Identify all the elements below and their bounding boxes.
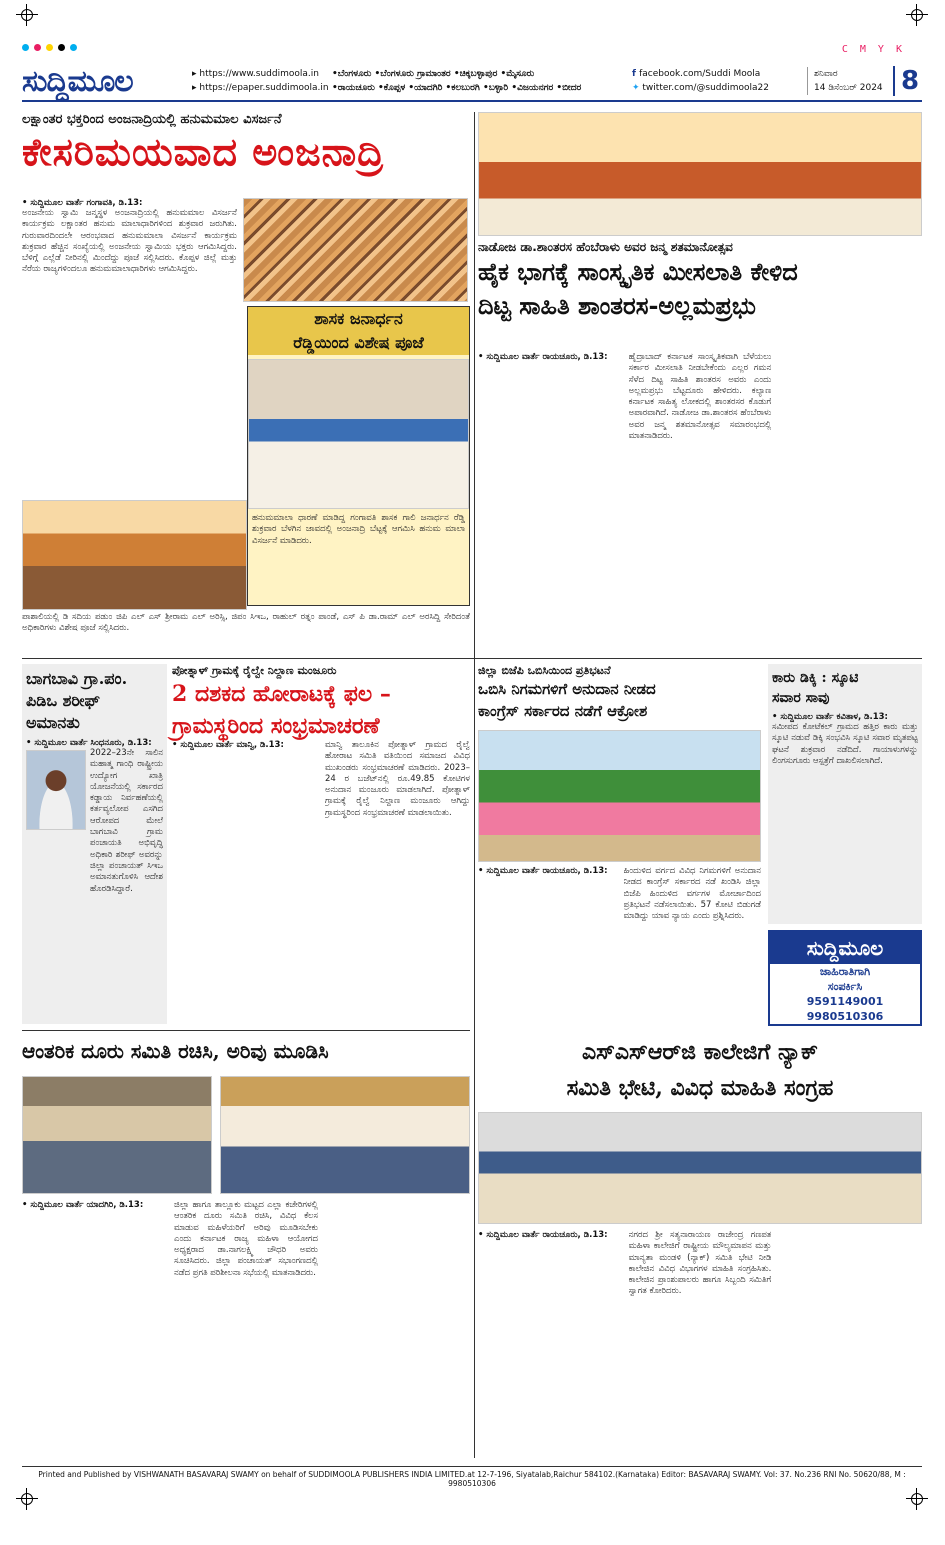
- story-body: ಸಮೀಪದ ಕೋಟೆಕಲ್ ಗ್ರಾಮದ ಹತ್ತಿರ ಕಾರು ಮತ್ತು ಸ್ಕೂಟಿ ನಡುವೆ ಡಿಕ್ಕಿ ಸಂಭವಿಸಿ ಸ್ಕೂಟಿ ಸವಾರ ಮೃತಪಟ್ಟ ಘಟನೆ ಶುಕ್ರವಾರ ನಡೆದಿದೆ. ಗಾಯಾಳುಗಳನ್ನು ಲಿಂಗಸುಗೂರು ಆಸ್ಪತ್ರೆಗೆ ದಾಖಲಿಸಲಾಗಿದೆ.: [772, 722, 918, 766]
- sidebar-body: ಹನುಮಮಾಲಾ ಧಾರಣೆ ಮಾಡಿದ್ದ ಗಂಗಾವತಿ ಶಾಸಕ ಗಾಲಿ ಜನಾರ್ಧನ ರೆಡ್ಡಿ ಶುಕ್ರವಾರ ಬೆಳಗಿನ ಜಾವದಲ್ಲಿ ಅಂಜನಾದ್ರಿ ಬೆಟ್ಟಕ್ಕೆ ಆಗಮಿಸಿ ಹನುಮ ಮಾಲಾ ವಿಸರ್ಜನೆ ಮಾಡಿದರು.: [252, 513, 465, 546]
- story-headline-line-2: ಗ್ರಾಮಸ್ಥರಿಂದ ಸಂಭ್ರಮಾಚರಣೆ: [172, 713, 380, 739]
- story-body: 2022–23ನೇ ಸಾಲಿನ ಮಹಾತ್ಮ ಗಾಂಧಿ ರಾಷ್ಟ್ರೀಯ ಉದ್ಯೋಗ ಖಾತ್ರಿ ಯೋಜನೆಯಲ್ಲಿ ಸರ್ಕಾರದ ಕಡ್ಡಾಯ ನಿರ್ವಹಣೆಯಲ್ಲಿ ಕರ್ತವ್ಯಲೋಪ ಎಸಗಿದ ಆರೋಪದ ಮೇಲೆ ಬಾಗಬಾವಿ ಗ್ರಾಮ ಪಂಚಾಯತಿ ಅಭಿವೃದ್ಧಿ ಅಧಿಕಾರಿ ಶರೀಫ್ ಅವರನ್ನು ಜಿಲ್ಲಾ ಪಂಚಾಯತ್ ಸಿಇಒ ಅಮಾನತುಗೊಳಿಸಿ ಆದೇಶ ಹೊರಡಿಸಿದ್ದಾರೆ.: [90, 748, 163, 894]
- story-complaints-body: [22, 1200, 470, 1458]
- story-anjanadri: [22, 112, 470, 177]
- photo-pdo-portrait: [26, 750, 86, 830]
- globe-icon: ▸: [192, 83, 200, 93]
- story-headline-line-1: ಎಸ್‌ಎಸ್‌ಆರ್‌ಜಿ ಕಾಲೇಜಿಗೆ ನ್ಯಾಕ್: [581, 1039, 819, 1065]
- story-body: ಹಿಂದುಳಿದ ವರ್ಗದ ವಿವಿಧ ನಿಗಮಗಳಿಗೆ ಅನುದಾನ ನೀಡದ ಕಾಂಗ್ರೆಸ್ ಸರ್ಕಾರದ ನಡೆ ಖಂಡಿಸಿ ಜಿಲ್ಲಾ ಬಿಜೆಪಿ ಹಿಂದುಳಿದ ವರ್ಗಗಳ ಮೋರ್ಚಾದಿಂದ ಪ್ರತಿಭಟನೆ ನಡೆಸಲಾಯಿತು. 57 ಕೋಟಿ ಬಿಡುಗಡೆ ಮಾಡಿದ್ದು ಯಾವ ನ್ಯಾಯ ಎಂದು ಪ್ರಶ್ನಿಸಿದರು.: [623, 866, 761, 922]
- sidebar-title-1: ಶಾಸಕ ಜನಾರ್ಧನ: [248, 307, 469, 331]
- story-byline: • ಸುದ್ದಿಮೂಲ ವಾರ್ತೆ ಮಾನ್ವಿ, ಡಿ.13:: [172, 740, 284, 750]
- edition-cities: [332, 67, 632, 95]
- story-headline-line-1: 2 ದಶಕದ ಹೋರಾಟಕ್ಕೆ ಫಲ –: [172, 681, 391, 707]
- photo-naac-team: [478, 1112, 922, 1224]
- newspaper-logo: ಸುದ್ದಿಮೂಲ: [22, 63, 133, 99]
- story-headline-line-2: ಪಿಡಿಒ ಶರೀಫ್: [26, 691, 100, 710]
- epaper-url[interactable]: https://epaper.suddimoola.in: [199, 83, 329, 93]
- sidebar-janardhan-reddy: [247, 306, 470, 606]
- photo-mla-pooja: [248, 359, 469, 509]
- story-headline-line-2: ಸವಾರ ಸಾವು: [772, 690, 830, 706]
- divider: [22, 1030, 470, 1031]
- globe-icon: ▸: [192, 69, 200, 79]
- twitter-link[interactable]: twitter.com/@suddimoola22: [642, 83, 769, 93]
- cmyk-label: C M Y K: [841, 44, 905, 55]
- ad-phone-2[interactable]: 9980510306: [806, 1010, 884, 1023]
- story-headline-line-2: ಕಾಂಗ್ರೆಸ್ ಸರ್ಕಾರದ ನಡೆಗೆ ಆಕ್ರೋಶ: [478, 702, 648, 720]
- story-body: ನಗರದ ಶ್ರೀ ಸತ್ಯನಾರಾಯಣ ರಾಜೇಂದ್ರ ಗಣಪತ ಮಹಿಳಾ ಕಾಲೇಜಿಗೆ ರಾಷ್ಟ್ರೀಯ ಮೌಲ್ಯಮಾಪನ ಮತ್ತು ಮಾನ್ಯತಾ ಮಂಡಳಿ (ನ್ಯಾಕ್) ಸಮಿತಿ ಭೇಟಿ ನೀಡಿ ಕಾಲೇಜಿನ ವಿವಿಧ ವಿಭಾಗಗಳ ಮಾಹಿತಿ ಸಂಗ್ರಹಿಸಿತು. ಕಾಲೇಜಿನ ಪ್ರಾಂಶುಪಾಲರು ಹಾಗೂ ಸಿಬ್ಬಂದಿ ಸಮಿತಿಗೆ ಸ್ವಾಗತ ಕೋರಿದರು.: [628, 1230, 772, 1297]
- divider: [22, 658, 922, 659]
- photo-officials-meeting: [22, 1076, 212, 1194]
- story-headline-line-2: ಸಮಿತಿ ಭೇಟಿ, ವಿವಿಧ ಮಾಹಿತಿ ಸಂಗ್ರಹ: [566, 1075, 834, 1101]
- color-calibration-dots: [22, 44, 77, 51]
- story-byline: • ಸುದ್ದಿಮೂಲ ವಾರ್ತೆ ಕವಿತಾಳ, ಡಿ.13:: [772, 712, 888, 722]
- registration-mark-top-left: [16, 4, 38, 26]
- story-headline-line-2: ದಿಟ್ಟ ಸಾಹಿತಿ ಶಾಂತರಸ-ಅಲ್ಲಮಪ್ರಭು: [478, 291, 756, 320]
- story-headline: ಕೇಸರಿಮಯವಾದ ಅಂಜನಾದ್ರಿ: [22, 129, 385, 174]
- story-body: ಹೈದ್ರಾಬಾದ್ ಕರ್ನಾಟಕ ಸಾಂಸ್ಕೃತಿಕವಾಗಿ ಬೆಳೆಯಲು ಸರ್ಕಾರ ಮೀಸಲಾತಿ ನೀಡಬೇಕೆಂದು ಎಲ್ಲರ ಗಮನ ಸೆಳೆದ ದಿಟ್ಟ ಸಾಹಿತಿ ಶಾಂತರಸ ಅವರು ಎಂದು ಅಲ್ಲಮಪ್ರಭು ಬೆಟ್ಟದೂರು ಹೇಳಿದರು. ಕಲ್ಯಾಣ ಕರ್ನಾಟಕ ಸಾಹಿತ್ಯ ಲೋಕದಲ್ಲಿ ಶಾಂತರಸರ ಕೊಡುಗೆ ಅಪಾರವಾಗಿದೆ. ನಾಡೋಜ ಡಾ.ಶಾಂತರಸ ಹೆಂಬೆರಾಳು ಅವರ ಜನ್ಮ ಶತಮಾನೋತ್ಸವ ಸಮಾರಂಭದಲ್ಲಿ ಮಾತನಾಡಿದರು.: [628, 352, 772, 442]
- issue-date: [807, 67, 887, 95]
- photo-protest-rally: [478, 730, 761, 862]
- story-shantarasa-body: [478, 352, 922, 652]
- photo-offering-ceremony: [22, 500, 247, 610]
- sidebar-title-2: ರೆಡ್ಡಿಯಿಂದ ವಿಶೇಷ ಪೂಜೆ: [248, 331, 469, 355]
- story-headline-line-1: ಹೈಕ ಭಾಗಕ್ಕೆ ಸಾಂಸ್ಕೃತಿಕ ಮೀಸಲಾತಿ ಕೇಳಿದ: [478, 257, 798, 286]
- story-pdo-suspension: [22, 664, 167, 1024]
- facebook-link[interactable]: facebook.com/Suddi Moola: [639, 69, 761, 79]
- story-kicker: ಲಕ್ಷಾಂತರ ಭಕ್ತರಿಂದ ಅಂಜನಾದ್ರಿಯಲ್ಲಿ ಹನುಮಮಾಲ ವಿಸರ್ಜನೆ: [22, 112, 282, 127]
- photo-caption: ಪಾಶಾಲಿಯಲ್ಲಿ ಡಿ ಸದಿಯ ಪಡುಂ ಜಿಪಿ ಎಲ್ ಎಸ್ ಶ್ರೀರಾಮ ಎಲ್ ಅರಿಸ್ಸಿ, ಜಿಪಂ ಸಿಇಒ, ರಾಹುಲ್ ರತ್ನಂ ಪಾಂಡೆ, ಎಸ್ ಪಿ ಡಾ.ರಾಮ್ ಎಲ್ ಅರಸಿದ್ದಿ ಸೇರಿದಂತೆ ಅಧಿಕಾರಿಗಳು ವಿಶೇಷ ಪೂಜೆ ಸಲ್ಲಿಸಿದರು.: [22, 612, 470, 634]
- story-byline: • ಸುದ್ದಿಮೂಲ ವಾರ್ತೆ ರಾಯಚೂರು, ಡಿ.13:: [478, 352, 608, 362]
- story-headline-line-1: ಕಾರು ಡಿಕ್ಕಿ : ಸ್ಕೂಟಿ: [772, 670, 859, 686]
- story-headline: ಆಂತರಿಕ ದೂರು ಸಮಿತಿ ರಚಿಸಿ, ಅರಿವು ಮೂಡಿಸಿ: [22, 1039, 329, 1063]
- story-byline: • ಸುದ್ದಿಮೂಲ ವಾರ್ತೆ ಗಂಗಾವತಿ, ಡಿ.13:: [22, 198, 143, 208]
- social-links: [632, 67, 807, 95]
- column-divider: [474, 112, 475, 1458]
- masthead: [22, 62, 922, 102]
- story-naac-body: [478, 1230, 922, 1458]
- story-kicker: ಪೋತ್ನಾಳ್ ಗ್ರಾಮಕ್ಕೆ ರೈಲ್ವೇ ನಿಲ್ದಾಣ ಮಂಜೂರು: [172, 664, 337, 677]
- story-headline-line-3: ಅಮಾನತು: [26, 713, 80, 732]
- story-byline: • ಸುದ್ದಿಮೂಲ ವಾರ್ತೆ ಯಾದಗಿರಿ, ಡಿ.13:: [22, 1200, 144, 1210]
- advertisement-contact: [768, 930, 922, 1026]
- issue-date-text: 14 ಡಿಸೆಂಬರ್ 2024: [814, 83, 883, 93]
- photo-meeting-hall: [220, 1076, 470, 1194]
- story-car-accident: [768, 664, 922, 924]
- cities-line-1: •ಬೆಂಗಳೂರು •ಬೆಂಗಳೂರು ಗ್ರಾಮಾಂತರ •ಚಿಕ್ಕಬಳ್ಳಾಪುರ •ಮೈಸೂರು: [332, 69, 535, 79]
- story-obc-body: [478, 866, 761, 1026]
- imprint-footer: Printed and Published by VISHWANATH BASAVARAJ SWAMY on behalf of SUDDIMOOLA PUBLISHERS INDIA LIMITED.at 12-7-196, Siyatalab,Raichur 584102.(Karnataka) Editor: BASAVARAJ SWAMY. Vol: 37. No.236 RNI No. 50620/88, M : 9980510306: [22, 1466, 922, 1488]
- story-anjanadri-caption: [22, 612, 470, 654]
- story-headline-line-1: ಬಾಗಬಾವಿ ಗ್ರಾ.ಪಂ.: [26, 669, 128, 688]
- ad-line-1: ಜಾಹಿರಾತಿಗಾಗಿ: [819, 965, 871, 978]
- ad-line-2: ಸಂಪರ್ಕಿಸಿ: [827, 980, 863, 993]
- website-links: [192, 67, 332, 95]
- website-url[interactable]: https://www.suddimoola.in: [199, 69, 319, 79]
- story-shantarasa: [478, 240, 922, 323]
- page-number: 8: [893, 66, 919, 96]
- issue-day: ಶನಿವಾರ: [814, 69, 838, 79]
- registration-mark-bottom-left: [16, 1488, 38, 1510]
- story-byline: • ಸುದ್ದಿಮೂಲ ವಾರ್ತೆ ಸಿಂಧನೂರು, ಡಿ.13:: [26, 738, 152, 748]
- story-body: ಅಂಜನೇಯ ಸ್ವಾಮಿ ಜನ್ಮಸ್ಥಳ ಅಂಜನಾದ್ರಿಯಲ್ಲಿ ಹನುಮಮಾಲ ವಿಸರ್ಜನೆ ಕಾರ್ಯಕ್ರಮ ಲಕ್ಷಾಂತರ ಹನುಮ ಮಾಲಾಧಾರಿಗಳಿಂದ ಶುಕ್ರವಾರ ಜರುಗಿತು. ಗುರುವಾರದಿಂದಲೇ ಆರಂಭವಾದ ಹನುಮಮಾಲಾ ವಿಸರ್ಜನೆ ಕಾರ್ಯಕ್ರಮ ಶುಕ್ರವಾರ ಹೆಚ್ಚಿನ ಸಂಖ್ಯೆಯಲ್ಲಿ ಅಂಜನೇಯ ಸ್ವಾಮಿಯ ಭಕ್ತರು ಆಗಮಿಸಿದ್ದರು. ಬೆಳಿಗ್ಗೆ ಎಲ್ಲೆಡೆ ನೀರಿನಲ್ಲಿ ಮಿಂದೆದ್ದು ಪೂಜೆ ಸಲ್ಲಿಸಿದರು. ಕೊಪ್ಪಳ ಜಿಲ್ಲೆ ಮತ್ತು ನೆರೆಯ ರಾಜ್ಯಗಳಿಂದಲೂ ಹನುಮಮಾಲಾಧಾರಿಗಳು ಆಗಮಿಸಿದ್ದರು.: [22, 208, 237, 275]
- story-body: ಮಾನ್ವಿ ತಾಲೂಕಿನ ಪೋತ್ನಾಳ್ ಗ್ರಾಮದ ರೈಲ್ವೆ ಹೋರಾಟ ಸಮಿತಿ ವತಿಯಿಂದ ಸಮಾಜದ ವಿವಿಧ ಮುಖಂಡರು ಸಂಭ್ರಮಾಚರಣೆ ಮಾಡಿದರು. 2023–24 ರ ಬಜೆಟ್‌ನಲ್ಲಿ ರೂ.49.85 ಕೋಟಿಗಳ ಅನುದಾನ ಮಂಜೂರು ಮಾಡಲಾಗಿದೆ. ಪೋತ್ನಾಳ್ ಗ್ರಾಮಕ್ಕೆ ರೈಲ್ವೆ ನಿಲ್ದಾಣ ಮಂಜೂರು ಆಗಿದ್ದು ಗ್ರಾಮಸ್ಥರಿಂದ ಸಂಭ್ರಮಾಚರಣೆ ಮಾಡಲಾಯಿತು.: [325, 740, 470, 818]
- story-body: ಜಿಲ್ಲಾ ಹಾಗೂ ತಾಲ್ಲೂಕು ಮಟ್ಟದ ಎಲ್ಲಾ ಕಚೇರಿಗಳಲ್ಲಿ ಆಂತರಿಕ ದೂರು ಸಮಿತಿ ರಚಿಸಿ, ವಿವಿಧ ಕೆಲಸ ಮಾಡುವ ಮಹಿಳೆಯರಿಗೆ ಅರಿವು ಮೂಡಿಸಬೇಕು ಎಂದು ಕರ್ನಾಟಕ ರಾಜ್ಯ ಮಹಿಳಾ ಆಯೋಗದ ಅಧ್ಯಕ್ಷರಾದ ಡಾ.ನಾಗಲಕ್ಷ್ಮಿ ಚೌಧರಿ ಅವರು ಸೂಚಿಸಿದರು. ಜಿಲ್ಲಾ ಪಂಚಾಯತ್ ಸಭಾಂಗಣದಲ್ಲಿ ನಡೆದ ಪ್ರಗತಿ ಪರಿಶೀಲನಾ ಸಭೆಯಲ್ಲಿ ಮಾತನಾಡಿದರು.: [174, 1200, 318, 1278]
- photo-devotees-crowd: [243, 198, 468, 302]
- story-complaints-committee: [22, 1034, 470, 1068]
- facebook-icon: f: [632, 69, 640, 79]
- ad-phone-1[interactable]: 9591149001: [806, 995, 884, 1008]
- registration-mark-top-right: [906, 4, 928, 26]
- story-headline-line-1: ಒಬಿಸಿ ನಿಗಮಗಳಿಗೆ ಅನುದಾನ ನೀಡದ: [478, 680, 656, 698]
- story-kicker: ಜಿಲ್ಲಾ ಬಿಜೆಪಿ ಒಬಿಸಿಯಿಂದ ಪ್ರತಿಭಟನೆ: [478, 664, 611, 677]
- story-byline: • ಸುದ್ದಿಮೂಲ ವಾರ್ತೆ ರಾಯಚೂರು, ಡಿ.13:: [478, 1230, 608, 1240]
- photo-book-release: [478, 112, 922, 236]
- story-railway-body: [172, 740, 470, 1025]
- registration-mark-bottom-right: [906, 1488, 928, 1510]
- story-kicker: ನಾಡೋಜ ಡಾ.ಶಾಂತರಸ ಹೆಂಬೆರಾಳು ಅವರ ಜನ್ಮ ಶತಮಾನೋತ್ಸವ: [478, 240, 733, 254]
- story-railway-station: [172, 664, 470, 742]
- cities-line-2: •ರಾಯಚೂರು •ಕೊಪ್ಪಳ •ಯಾದಗಿರಿ •ಕಲಬುರಗಿ •ಬಳ್ಳಾರಿ •ವಿಜಯನಗರ •ಬೀದರ: [332, 83, 582, 93]
- story-obc-protest: [478, 664, 761, 722]
- ad-logo: ಸುದ್ದಿಮೂಲ: [770, 932, 920, 964]
- twitter-icon: ✦: [632, 83, 643, 93]
- story-anjanadri-body: [22, 198, 237, 508]
- story-byline: • ಸುದ್ದಿಮೂಲ ವಾರ್ತೆ ರಾಯಚೂರು, ಡಿ.13:: [478, 866, 608, 876]
- story-naac-visit: [478, 1034, 922, 1106]
